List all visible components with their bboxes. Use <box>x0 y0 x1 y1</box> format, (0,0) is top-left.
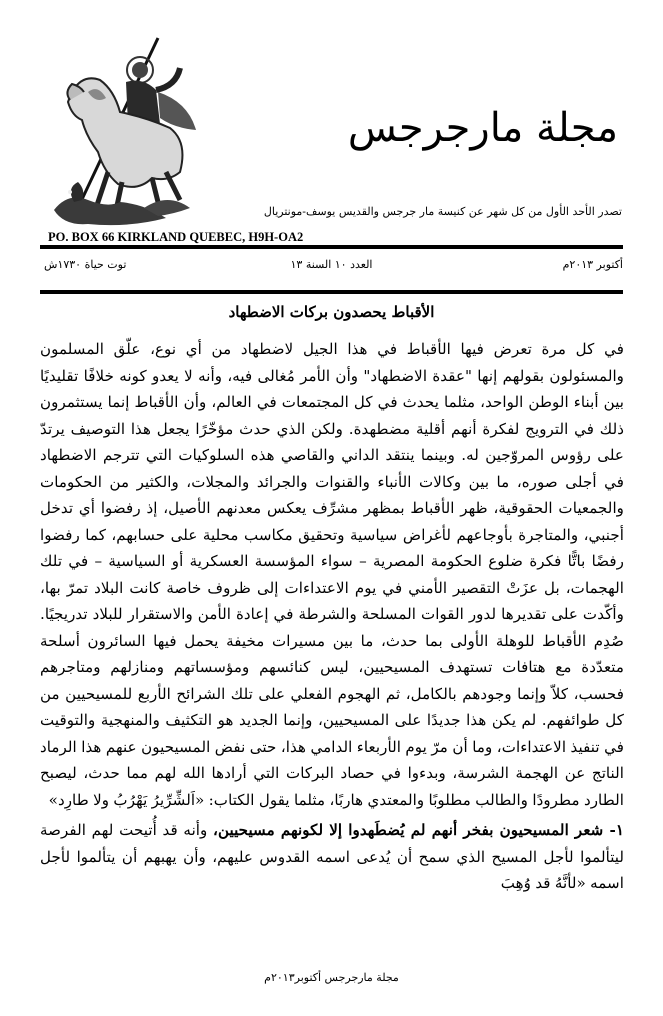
issue-number: العدد ١٠ السنة ١٣ <box>290 258 373 271</box>
page-footer: مجلة مارجرجس أكتوبر٢٠١٣م <box>264 971 399 984</box>
article-paragraph: في كل مرة تعرض فيها الأقباط في هذا الجيل لاضطهاد من أي نوع، علّق المسلمون والمسئولون بقولهم إنها "عقدة الاضطهاد" وأن الأمر مُغالى فيه، وأنه لا يعدو كونه خلافًا تقليديًا بين أبناء الوطن الواحد، مثلما يحدث في كل المجتمعات في العالم، وأن الأقباط إنما يستثمرون ذلك في الترويج لفكرة أنهم أقلية مضطهدة. ولكن الذي حدث مؤخّرًا يجعل هذا التوصيف يرتدّ على رؤوس المروّجين له. وبينما ينتقد الداني والقاصي هذه السلوكيات التي تترجم الاضطهاد في أجلى صوره، ما بين وكالات الأنباء والقنوات والجرائد والمجلات، والكثير من الحكومات والجمعيات الحقوقية، ظهر الأقباط بمظهر مشرِّف يعكس معدنهم الأصيل، إذ رفضوا أي تدخل أجنبي، والمتاجرة بأوجاعهم لأغراض سياسية وتحقيق مكاسب محلية على حسابهم، كما رفضوا رفضًا باتًّا فكرة ضلوع الحكومة المصرية – سواء المؤسسة العسكرية أو السياسية – في تلك الهجمات، بل عزَتْ التقصير الأمني في يوم الاعتداءات إلى ظروف خاصة كانت البلاد تمرّ بها، وأكّدت على تقديرها لدور القوات المسلحة والشرطة في إعادة الأمن والاستقرار للبلاد تدريجيًا. صُدِم الأقباط للوهلة الأولى بما حدث، ما بين مسيرات مخيفة يحمل فيها السائرون أسلحة متعدّدة مع هتافات تستهدف المسيحيين، ليس كنائسهم ومؤسساتهم ومنازلهم ومتاجرهم فحسب، كلاّ وإنما وجودهم بالكامل، ثم الهجوم الفعلي على تلك الشرائح الأربع للمسيحيين من كل طوائفهم. لم يكن هذا جديدًا على المسيحيين، وإنما الجديد هو التكثيف والمنهجية والتوقيت في تنفيذ الاعتداءات، وما أن مرّ يوم الأربعاء الدامي هذا، حتى نفض المسيحيون عنهم هذا الرماد الناتج عن الهجمة الشرسة، وبدءوا في حصاد البركات التي أرادها الله لهم مما حدث، ليصبح الطارد مطرودًا والطالب مطلوبًا والمعتدي هاربًا، مثلما يقول الكتاب: «اَلشِّرِّيرُ يَهْرُبُ ولا طارِد» <box>40 340 624 809</box>
gregorian-date: أكتوبر ٢٠١٣م <box>562 258 623 271</box>
magazine-title: مجلة مارجرجس <box>347 105 618 151</box>
magazine-tagline: تصدر الأحد الأول من كل شهر عن كنيسة مار جرجس والقديس يوسف-مونتريال <box>263 205 622 218</box>
article-body <box>40 336 624 901</box>
paragraph-text: وأنه قد أُتيحت لهم الفرصة ليتألموا لأجل المسيح الذي سمح أن يُدعى اسمه القدوس عليهم، وأن يهبهم أن يتألموا لأجل اسمه «لأنَّهُ قد وُهِبَ <box>40 821 624 892</box>
paragraph-lead: ١- شعر المسيحيون بفخر أنهم لم يُضطَهدوا إلا لكونهم مسيحيين، <box>213 821 624 839</box>
mailing-address: PO. BOX 66 KIRKLAND QUEBEC, H9H-OA2 <box>48 230 304 244</box>
issue-divider <box>40 290 623 294</box>
saint-george-dragon-icon <box>48 32 198 232</box>
article-title: الأقباط يحصدون بركات الاضطهاد <box>228 303 435 321</box>
issue-info-row <box>40 256 623 274</box>
header-divider <box>40 245 623 249</box>
coptic-date: توت حياة ١٧٣٠ش <box>44 258 127 271</box>
article-paragraph <box>40 817 624 897</box>
